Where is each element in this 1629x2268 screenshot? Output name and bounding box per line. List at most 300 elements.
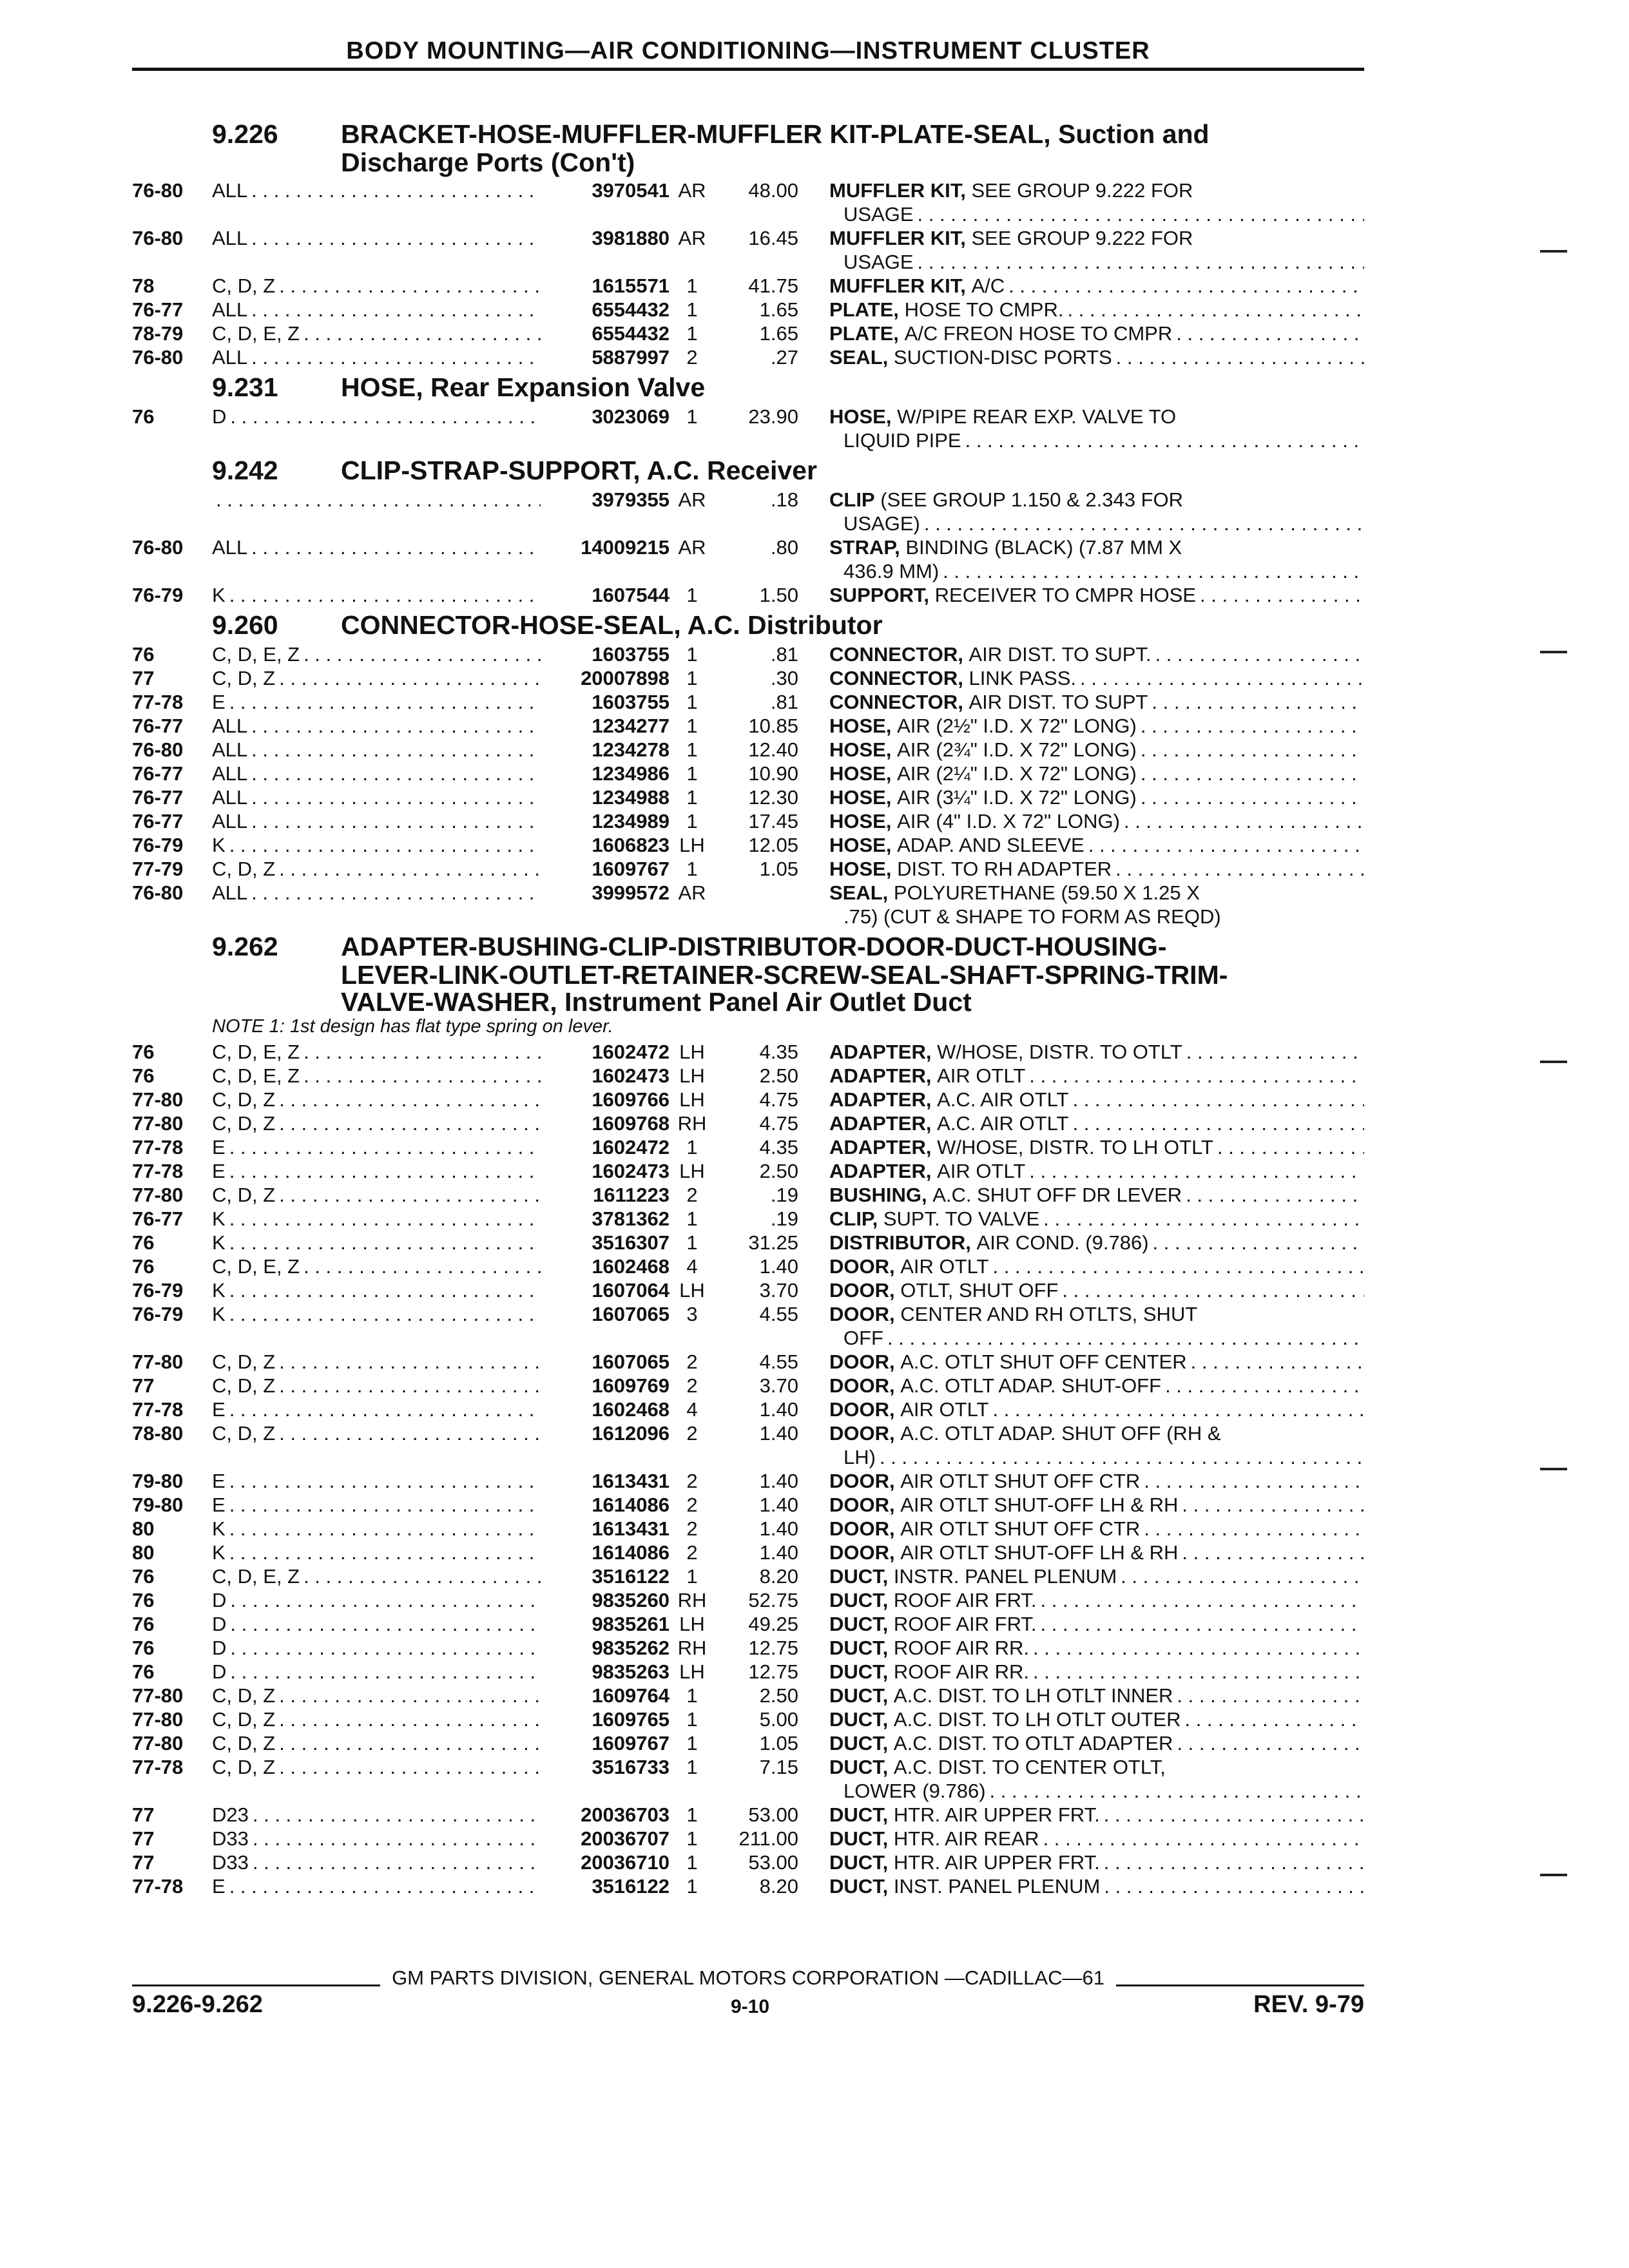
model-codes-text: ALL bbox=[212, 738, 248, 761]
leader-dots bbox=[304, 1254, 541, 1278]
part-description bbox=[798, 1469, 1364, 1493]
description-continued-text: OFF bbox=[843, 1327, 883, 1349]
part-name: HOSE, bbox=[829, 858, 892, 880]
footer-publisher: GM PARTS DIVISION, GENERAL MOTORS CORPORATION —CADILLAC—61 bbox=[392, 1966, 1104, 1989]
model-codes-text: ALL bbox=[212, 298, 248, 321]
model-years: 76 bbox=[132, 1064, 155, 1087]
part-name: ADAPTER, bbox=[829, 1112, 932, 1135]
table-row bbox=[132, 1469, 1364, 1493]
price: 48.00 bbox=[748, 179, 798, 202]
leader-dots bbox=[1141, 762, 1364, 785]
model-codes bbox=[212, 1469, 541, 1493]
description-text: ROOF AIR RR. bbox=[893, 1660, 1030, 1683]
spacer bbox=[212, 512, 541, 535]
model-years: 77-78 bbox=[132, 1136, 184, 1158]
model-years: 78 bbox=[132, 274, 155, 297]
model-codes-text: C, D, Z bbox=[212, 1756, 276, 1778]
quantity: 2 bbox=[686, 1541, 698, 1564]
table-row bbox=[132, 1135, 1364, 1159]
leader-dots bbox=[251, 881, 541, 905]
price: 2.50 bbox=[759, 1160, 798, 1182]
table-row bbox=[132, 298, 1364, 322]
part-number: 3516307 bbox=[592, 1231, 670, 1254]
description-text: HOSE TO CMPR. bbox=[904, 298, 1064, 321]
part-description bbox=[798, 178, 1364, 202]
leader-dots bbox=[230, 1660, 541, 1684]
price: .81 bbox=[770, 691, 798, 713]
description-text: CENTER AND RH OTLTS, SHUT bbox=[900, 1303, 1198, 1325]
leader-dots bbox=[216, 488, 541, 512]
price: 52.75 bbox=[748, 1589, 798, 1611]
leader-dots bbox=[304, 322, 541, 345]
part-number: 1609768 bbox=[592, 1112, 670, 1135]
spacer bbox=[541, 512, 670, 535]
table-row bbox=[132, 1827, 1364, 1850]
model-codes bbox=[212, 1660, 541, 1684]
spacer bbox=[541, 905, 670, 928]
leader-dots bbox=[279, 1183, 541, 1207]
model-codes-text: E bbox=[212, 1470, 226, 1492]
model-codes bbox=[212, 1850, 541, 1874]
part-number: 1609767 bbox=[592, 858, 670, 880]
quantity: 1 bbox=[686, 1708, 698, 1731]
price: 1.50 bbox=[759, 584, 798, 606]
part-name: DUCT, bbox=[829, 1827, 889, 1850]
table-row bbox=[132, 1588, 1364, 1612]
quantity: 1 bbox=[686, 1803, 698, 1826]
model-codes-text: C, D, E, Z bbox=[212, 1041, 300, 1063]
description-text: ADAP. AND SLEEVE bbox=[897, 834, 1084, 856]
table-row bbox=[132, 1183, 1364, 1207]
description-text: A/C FREON HOSE TO CMPR bbox=[904, 322, 1173, 345]
leader-dots bbox=[1072, 1088, 1364, 1111]
description-continued bbox=[798, 250, 1364, 274]
model-codes bbox=[212, 1040, 541, 1064]
part-description bbox=[798, 1207, 1364, 1231]
spacer bbox=[132, 559, 212, 583]
part-name: HOSE, bbox=[829, 762, 892, 785]
part-description bbox=[798, 1159, 1364, 1183]
model-years: 77-80 bbox=[132, 1184, 184, 1206]
description-text: W/HOSE, DISTR. TO LH OTLT bbox=[937, 1136, 1213, 1158]
description-text: A/C bbox=[971, 274, 1005, 297]
quantity: 3 bbox=[686, 1303, 698, 1325]
description-text: (SEE GROUP 1.150 & 2.343 FOR bbox=[880, 488, 1184, 511]
quantity: 1 bbox=[686, 1231, 698, 1254]
part-name: CLIP bbox=[829, 488, 875, 511]
description-text: BINDING (BLACK) (7.87 MM X bbox=[905, 536, 1182, 559]
part-description bbox=[798, 535, 1364, 559]
part-description bbox=[798, 690, 1364, 714]
description-continued-text: USAGE) bbox=[843, 512, 920, 535]
part-description bbox=[798, 881, 1364, 905]
leader-dots bbox=[943, 559, 1364, 583]
part-name: STRAP, bbox=[829, 536, 900, 559]
leader-dots bbox=[229, 1874, 541, 1898]
model-codes bbox=[212, 881, 541, 905]
model-years: 76-77 bbox=[132, 1207, 184, 1230]
leader-dots bbox=[918, 250, 1364, 274]
quantity: LH bbox=[679, 1160, 705, 1182]
model-codes bbox=[212, 1111, 541, 1135]
table-row bbox=[132, 1541, 1364, 1564]
section-title-continued: VALVE-WASHER, Instrument Panel Air Outlet Duct bbox=[341, 987, 972, 1017]
spacer bbox=[715, 202, 798, 226]
model-codes bbox=[212, 666, 541, 690]
leader-dots bbox=[1186, 1183, 1364, 1207]
part-name: HOSE, bbox=[829, 786, 892, 809]
margin-mark bbox=[1540, 651, 1567, 653]
price: 17.45 bbox=[748, 810, 798, 832]
quantity: 1 bbox=[686, 738, 698, 761]
model-codes bbox=[212, 1493, 541, 1517]
model-codes bbox=[212, 762, 541, 785]
model-codes bbox=[212, 738, 541, 762]
model-years: 76 bbox=[132, 1231, 155, 1254]
leader-dots bbox=[251, 226, 541, 250]
table-row-continued bbox=[132, 1326, 1364, 1350]
model-codes-text: C, D, E, Z bbox=[212, 1064, 300, 1087]
section-heading bbox=[132, 932, 1364, 961]
model-years: 78-80 bbox=[132, 1422, 184, 1445]
part-description bbox=[798, 488, 1364, 512]
quantity: AR bbox=[678, 488, 706, 511]
part-description bbox=[798, 1517, 1364, 1541]
model-codes bbox=[212, 298, 541, 322]
part-number: 1607065 bbox=[592, 1303, 670, 1325]
part-description bbox=[798, 1088, 1364, 1111]
quantity: LH bbox=[679, 834, 705, 856]
model-codes bbox=[212, 1827, 541, 1850]
table-row bbox=[132, 666, 1364, 690]
table-row bbox=[132, 714, 1364, 738]
model-codes-text: D33 bbox=[212, 1827, 249, 1850]
price: 4.35 bbox=[759, 1136, 798, 1158]
spacer bbox=[132, 1779, 212, 1803]
quantity: 1 bbox=[686, 1565, 698, 1588]
part-description bbox=[798, 1493, 1364, 1517]
leader-dots bbox=[279, 857, 541, 881]
model-years: 77 bbox=[132, 1803, 155, 1826]
section-title-continued: LEVER-LINK-OUTLET-RETAINER-SCREW-SEAL-SHAFT-SPRING-TRIM- bbox=[341, 960, 1228, 990]
part-description bbox=[798, 1421, 1364, 1445]
quantity: LH bbox=[679, 1041, 705, 1063]
part-description bbox=[798, 666, 1364, 690]
leader-dots bbox=[253, 1803, 541, 1827]
price: .30 bbox=[770, 667, 798, 689]
model-codes bbox=[212, 714, 541, 738]
model-codes-text: C, D, Z bbox=[212, 858, 276, 880]
spacer bbox=[541, 250, 670, 274]
part-description bbox=[798, 642, 1364, 666]
part-number: 1234988 bbox=[592, 786, 670, 809]
quantity: 1 bbox=[686, 298, 698, 321]
model-years: 76-79 bbox=[132, 1303, 184, 1325]
part-name: ADAPTER, bbox=[829, 1041, 932, 1063]
leader-dots bbox=[1191, 1350, 1364, 1374]
leader-dots bbox=[279, 1111, 541, 1135]
table-row bbox=[132, 1231, 1364, 1254]
quantity: 1 bbox=[686, 1827, 698, 1850]
leader-dots bbox=[279, 1088, 541, 1111]
leader-dots bbox=[229, 1159, 541, 1183]
description-text: SUPT. TO VALVE bbox=[883, 1207, 1040, 1230]
part-number: 1609769 bbox=[592, 1374, 670, 1397]
part-description bbox=[798, 1660, 1364, 1684]
leader-dots bbox=[1104, 1803, 1364, 1827]
quantity: 1 bbox=[686, 1851, 698, 1874]
spacer bbox=[715, 428, 798, 452]
quantity: LH bbox=[679, 1279, 705, 1302]
leader-dots bbox=[229, 1278, 541, 1302]
price: 10.85 bbox=[748, 715, 798, 737]
spacer bbox=[541, 559, 670, 583]
part-number: 1609765 bbox=[592, 1708, 670, 1731]
description-text: HTR. AIR UPPER FRT. bbox=[893, 1851, 1100, 1874]
leader-dots bbox=[1153, 1231, 1364, 1254]
model-codes-text: ALL bbox=[212, 762, 248, 785]
part-number: 1602468 bbox=[592, 1255, 670, 1278]
description-text: AIR OTLT bbox=[900, 1255, 989, 1278]
part-number: 20036707 bbox=[581, 1827, 670, 1850]
model-codes bbox=[212, 1636, 541, 1660]
price: 2.50 bbox=[759, 1064, 798, 1087]
quantity: 1 bbox=[686, 584, 698, 606]
table-row bbox=[132, 1803, 1364, 1827]
part-number: 5887997 bbox=[592, 346, 670, 369]
model-years: 78-79 bbox=[132, 322, 184, 345]
price: 49.25 bbox=[748, 1613, 798, 1635]
price: 1.40 bbox=[759, 1422, 798, 1445]
table-row bbox=[132, 1493, 1364, 1517]
description-text: A.C. SHUT OFF DR LEVER bbox=[932, 1184, 1182, 1206]
part-description bbox=[798, 1612, 1364, 1636]
model-years: 76-80 bbox=[132, 346, 184, 369]
leader-dots bbox=[251, 178, 541, 202]
part-name: DUCT, bbox=[829, 1684, 889, 1707]
description-text: ROOF AIR FRT. bbox=[893, 1613, 1037, 1635]
spacer bbox=[541, 428, 670, 452]
part-number: 1609767 bbox=[592, 1732, 670, 1754]
part-name: CONNECTOR, bbox=[829, 667, 963, 689]
description-continued bbox=[798, 1779, 1364, 1803]
part-description bbox=[798, 226, 1364, 250]
description-text: SEE GROUP 9.222 FOR bbox=[971, 179, 1193, 202]
description-text: AIR (2¼" I.D. X 72" LONG) bbox=[897, 762, 1137, 785]
part-number: 3999572 bbox=[592, 881, 670, 904]
description-text: INST. PANEL PLENUM bbox=[893, 1875, 1101, 1898]
model-codes-text: K bbox=[212, 1541, 226, 1564]
section-number: 9.231 bbox=[212, 372, 278, 402]
description-text: A.C. DIST. TO OTLT ADAPTER bbox=[893, 1732, 1173, 1754]
part-name: DUCT, bbox=[829, 1589, 889, 1611]
description-text: AIR (3¼" I.D. X 72" LONG) bbox=[897, 786, 1137, 809]
part-number: 1612096 bbox=[592, 1422, 670, 1445]
spacer bbox=[132, 1445, 212, 1469]
price: 1.65 bbox=[759, 322, 798, 345]
quantity: 1 bbox=[686, 762, 698, 785]
part-description bbox=[798, 1398, 1364, 1421]
leader-dots bbox=[279, 1374, 541, 1398]
price: .81 bbox=[770, 643, 798, 666]
part-number: 1615571 bbox=[592, 274, 670, 297]
quantity: 1 bbox=[686, 1684, 698, 1707]
footer-section-range: 9.226-9.262 bbox=[132, 1991, 263, 2018]
model-codes bbox=[212, 1612, 541, 1636]
part-description bbox=[798, 322, 1364, 345]
table-row bbox=[132, 1254, 1364, 1278]
model-years: 76 bbox=[132, 1041, 155, 1063]
part-number: 3516122 bbox=[592, 1565, 670, 1588]
leader-dots bbox=[279, 1731, 541, 1755]
description-continued bbox=[798, 428, 1364, 452]
spacer bbox=[670, 1326, 715, 1350]
table-row-continued bbox=[132, 202, 1364, 226]
part-number: 1611223 bbox=[593, 1184, 670, 1206]
model-codes-text: C, D, E, Z bbox=[212, 322, 300, 345]
leader-dots bbox=[304, 1064, 541, 1088]
quantity: 1 bbox=[686, 274, 698, 297]
model-codes-text: ALL bbox=[212, 715, 248, 737]
quantity: 4 bbox=[686, 1398, 698, 1421]
leader-dots bbox=[1177, 1731, 1364, 1755]
part-name: MUFFLER KIT, bbox=[829, 227, 966, 249]
table-row bbox=[132, 881, 1364, 905]
model-years: 76-80 bbox=[132, 881, 184, 904]
model-codes bbox=[212, 1183, 541, 1207]
leader-dots bbox=[251, 785, 541, 809]
table-row-continued bbox=[132, 905, 1364, 928]
margin-mark bbox=[1540, 1468, 1567, 1470]
price: 12.30 bbox=[748, 786, 798, 809]
table-row bbox=[132, 809, 1364, 833]
table-row bbox=[132, 583, 1364, 607]
price: 1.05 bbox=[759, 1732, 798, 1754]
leader-dots bbox=[1217, 1135, 1364, 1159]
leader-dots bbox=[1072, 1111, 1364, 1135]
leader-dots bbox=[1141, 785, 1364, 809]
leader-dots bbox=[251, 762, 541, 785]
table-row bbox=[132, 1660, 1364, 1684]
section-heading bbox=[132, 611, 1364, 640]
price: 1.65 bbox=[759, 298, 798, 321]
section-note: NOTE 1: 1st design has flat type spring on lever. bbox=[212, 1016, 613, 1037]
leader-dots bbox=[304, 642, 541, 666]
description-continued-text: 436.9 MM) bbox=[843, 560, 940, 582]
part-description bbox=[798, 1755, 1364, 1779]
spacer bbox=[670, 512, 715, 535]
description-text: INSTR. PANEL PLENUM bbox=[893, 1565, 1117, 1588]
part-description bbox=[798, 1135, 1364, 1159]
model-years: 79-80 bbox=[132, 1470, 184, 1492]
leader-dots bbox=[1033, 1660, 1364, 1684]
table-row bbox=[132, 1707, 1364, 1731]
description-text: A.C. OTLT ADAP. SHUT-OFF bbox=[900, 1374, 1162, 1397]
model-years: 77-78 bbox=[132, 1756, 184, 1778]
table-row-continued bbox=[132, 512, 1364, 535]
model-codes bbox=[212, 1541, 541, 1564]
leader-dots bbox=[1184, 1707, 1364, 1731]
model-codes bbox=[212, 857, 541, 881]
spacer bbox=[212, 250, 541, 274]
model-codes bbox=[212, 1231, 541, 1254]
description-text: SEE GROUP 9.222 FOR bbox=[971, 227, 1193, 249]
model-codes-text: ALL bbox=[212, 536, 248, 559]
section-title: HOSE, Rear Expansion Valve bbox=[341, 372, 706, 402]
price: 4.55 bbox=[759, 1303, 798, 1325]
spacer bbox=[670, 1779, 715, 1803]
leader-dots bbox=[304, 1040, 541, 1064]
footer-rule-right bbox=[1116, 1984, 1364, 1986]
leader-dots bbox=[1116, 345, 1364, 369]
model-codes-text: D bbox=[212, 1613, 227, 1635]
model-years: 77-80 bbox=[132, 1350, 184, 1373]
model-years: 76 bbox=[132, 405, 155, 428]
price: .80 bbox=[770, 536, 798, 559]
part-name: PLATE, bbox=[829, 298, 899, 321]
spacer bbox=[715, 1779, 798, 1803]
model-codes-text: ALL bbox=[212, 881, 248, 904]
table-row-continued bbox=[132, 1445, 1364, 1469]
model-codes bbox=[212, 1588, 541, 1612]
model-codes-text: C, D, Z bbox=[212, 1422, 276, 1445]
part-number: 1609766 bbox=[592, 1088, 670, 1111]
part-number: 3023069 bbox=[592, 405, 670, 428]
model-codes-text: ALL bbox=[212, 346, 248, 369]
price: 1.40 bbox=[759, 1494, 798, 1516]
description-text: AIR (2½" I.D. X 72" LONG) bbox=[897, 715, 1137, 737]
leader-dots bbox=[279, 1707, 541, 1731]
price: 8.20 bbox=[759, 1565, 798, 1588]
spacer bbox=[212, 1779, 541, 1803]
part-description bbox=[798, 1278, 1364, 1302]
leader-dots bbox=[1144, 1517, 1364, 1541]
spacer bbox=[670, 202, 715, 226]
price: 12.75 bbox=[748, 1660, 798, 1683]
leader-dots bbox=[990, 1779, 1364, 1803]
part-name: DUCT, bbox=[829, 1851, 889, 1874]
leader-dots bbox=[229, 1135, 541, 1159]
description-continued-text: LH) bbox=[843, 1446, 876, 1468]
model-codes bbox=[212, 322, 541, 345]
leader-dots bbox=[251, 298, 541, 322]
spacer bbox=[212, 905, 541, 928]
part-description bbox=[798, 1040, 1364, 1064]
leader-dots bbox=[1182, 1541, 1364, 1564]
model-years: 76-77 bbox=[132, 786, 184, 809]
price: 53.00 bbox=[748, 1851, 798, 1874]
leader-dots bbox=[1141, 738, 1364, 762]
part-name: CONNECTOR, bbox=[829, 691, 963, 713]
table-row bbox=[132, 488, 1364, 512]
quantity: AR bbox=[678, 881, 706, 904]
quantity: LH bbox=[679, 1613, 705, 1635]
description-text: AIR OTLT SHUT-OFF LH & RH bbox=[900, 1541, 1179, 1564]
part-description bbox=[798, 1636, 1364, 1660]
footer-rule-left bbox=[132, 1984, 380, 1986]
part-description bbox=[798, 1111, 1364, 1135]
quantity: AR bbox=[678, 227, 706, 249]
table-row bbox=[132, 833, 1364, 857]
part-name: DUCT, bbox=[829, 1732, 889, 1754]
part-name: DOOR, bbox=[829, 1374, 895, 1397]
description-text: AIR OTLT SHUT OFF CTR bbox=[900, 1517, 1141, 1540]
spacer bbox=[212, 202, 541, 226]
model-codes bbox=[212, 1731, 541, 1755]
spacer bbox=[715, 559, 798, 583]
model-years: 76-77 bbox=[132, 715, 184, 737]
model-codes-text: K bbox=[212, 1517, 226, 1540]
